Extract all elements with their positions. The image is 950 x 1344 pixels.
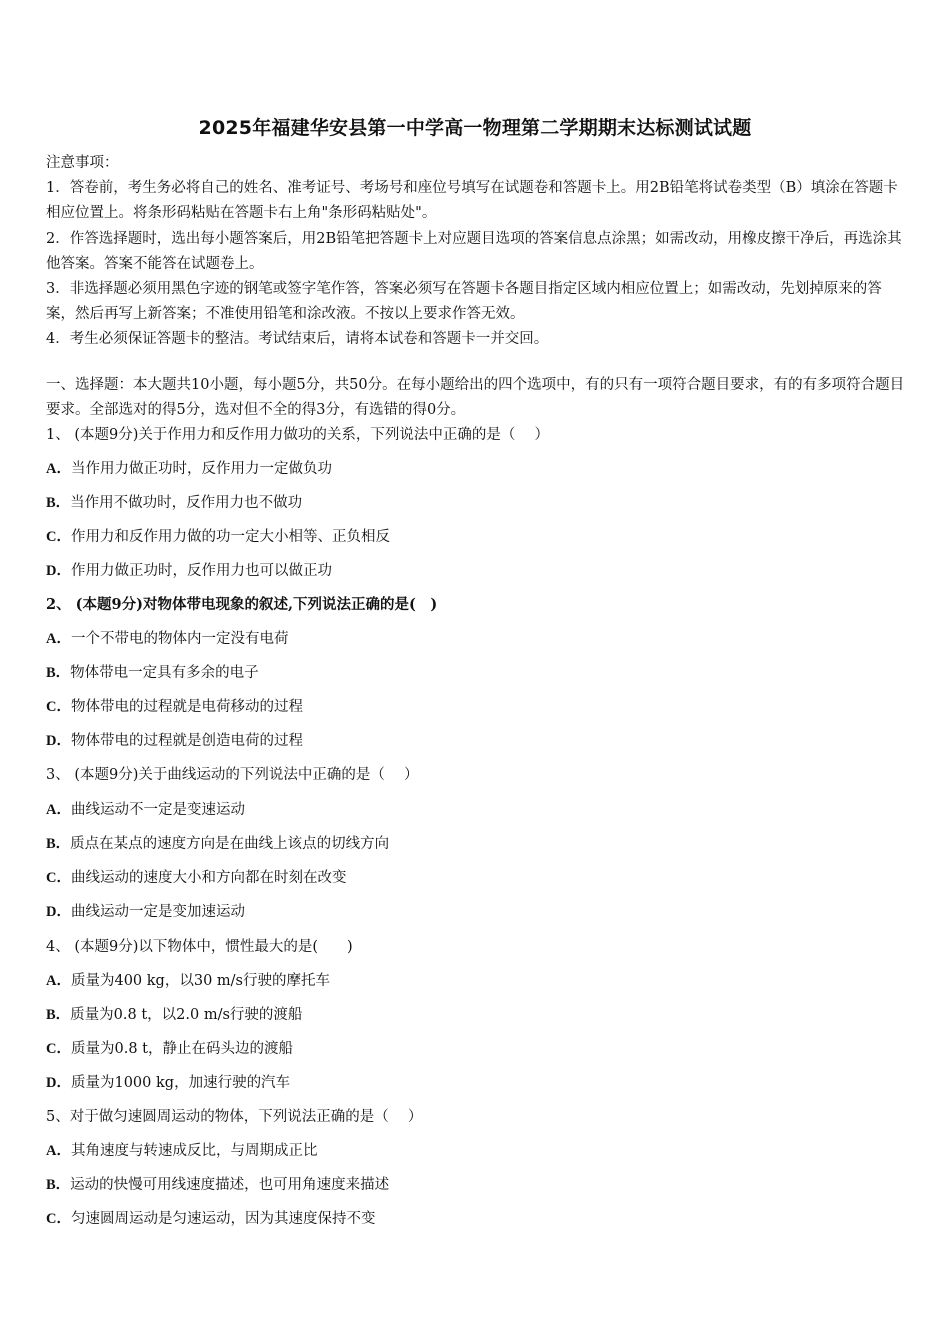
question-4-stem: 4、 (本题9分)以下物体中，惯性最大的是( ) bbox=[46, 939, 353, 955]
option-text: 当作用不做功时，反作用力也不做功 bbox=[70, 495, 303, 511]
option-text: 物体带电的过程就是创造电荷的过程 bbox=[70, 733, 303, 749]
question-4-option-c bbox=[46, 1039, 908, 1059]
option-letter: D． bbox=[46, 563, 71, 579]
question-1-option-a bbox=[46, 459, 908, 479]
option-text: 一个不带电的物体内一定没有电荷 bbox=[70, 631, 289, 647]
question-3-option-a bbox=[46, 800, 908, 820]
option-text: 物体带电的过程就是电荷移动的过程 bbox=[70, 699, 303, 715]
question-4-option-a bbox=[46, 971, 908, 991]
option-letter: B． bbox=[46, 836, 71, 852]
notice-item-2: 2．作答选择题时，选出每小题答案后，用2B铅笔把答题卡上对应题目选项的答案信息点涂黑；如需改动，用橡皮擦干净后，再选涂其他答案。答案不能答在试题卷上。 bbox=[46, 230, 902, 272]
option-text: 曲线运动不一定是变速运动 bbox=[70, 802, 245, 818]
question-1-stem: 1、 (本题9分)关于作用力和反作用力做功的关系，下列说法中正确的是（ ） bbox=[46, 427, 549, 443]
option-letter: C． bbox=[46, 1041, 71, 1057]
question-3-option-b bbox=[46, 834, 908, 854]
option-letter: D． bbox=[46, 733, 71, 749]
option-text: 运动的快慢可用线速度描述，也可用角速度来描述 bbox=[70, 1177, 390, 1193]
notice-item-3: 3．非选择题必须用黑色字迹的钢笔或签字笔作答，答案必须写在答题卡各题目指定区域内相应位置上；如需改动，先划掉原来的答案，然后再写上新答案；不准使用铅笔和涂改液。不按以上要求作答无效。 bbox=[46, 281, 882, 323]
notice-item-1: 1．答卷前，考生务必将自己的姓名、准考证号、考场号和座位号填写在试题卷和答题卡上。用2B铅笔将试卷类型（B）填涂在答题卡相应位置上。将条形码粘贴在答题卡右上角"条形码粘贴处"。 bbox=[46, 180, 898, 222]
option-letter: C． bbox=[46, 870, 71, 886]
question-2-option-b bbox=[46, 663, 908, 683]
question-2-option-d bbox=[46, 731, 908, 751]
question-5-stem: 5、对于做匀速圆周运动的物体，下列说法正确的是（ ） bbox=[46, 1109, 423, 1125]
question-2-option-a bbox=[46, 629, 908, 649]
option-letter: A． bbox=[46, 973, 71, 989]
option-text: 质量为0.8 t，静止在码头边的渡船 bbox=[70, 1041, 293, 1057]
option-letter: C． bbox=[46, 699, 71, 715]
notice-item-4: 4．考生必须保证答题卡的整洁。考试结束后，请将本试卷和答题卡一并交回。 bbox=[46, 331, 549, 348]
option-text: 曲线运动的速度大小和方向都在时刻在改变 bbox=[70, 870, 347, 886]
question-1-option-c bbox=[46, 527, 908, 547]
section-intro bbox=[46, 373, 908, 423]
question-3-option-d bbox=[46, 902, 908, 922]
option-text: 质点在某点的速度方向是在曲线上该点的切线方向 bbox=[70, 836, 390, 852]
option-letter: B． bbox=[46, 665, 71, 681]
option-text: 作用力做正功时，反作用力也可以做正功 bbox=[70, 563, 332, 579]
option-text: 物体带电一定具有多余的电子 bbox=[70, 665, 259, 681]
question-1-option-d bbox=[46, 561, 908, 581]
question-3-option-c bbox=[46, 868, 908, 888]
option-text: 曲线运动一定是变加速运动 bbox=[70, 904, 245, 920]
option-text: 质量为400 kg，以30 m/s行驶的摩托车 bbox=[70, 973, 330, 989]
option-letter: A． bbox=[46, 631, 71, 647]
option-text: 匀速圆周运动是匀速运动，因为其速度保持不变 bbox=[70, 1211, 376, 1227]
option-letter: A． bbox=[46, 802, 71, 818]
question-2-stem: 2、 (本题9分)对物体带电现象的叙述,下列说法正确的是( ) bbox=[46, 596, 438, 613]
option-letter: C． bbox=[46, 529, 71, 545]
option-letter: C． bbox=[46, 1211, 71, 1227]
option-text: 当作用力做正功时，反作用力一定做负功 bbox=[70, 461, 332, 477]
section-intro-text: 一、选择题：本大题共10小题，每小题5分，共50分。在每小题给出的四个选项中，有的只有一项符合题目要求，有的有多项符合题目要求。全部选对的得5分，选对但不全的得3分，有选错的得0分。 bbox=[46, 377, 905, 419]
option-letter: D． bbox=[46, 1075, 71, 1091]
option-letter: B． bbox=[46, 495, 71, 511]
question-1-option-b bbox=[46, 493, 908, 513]
notice-block bbox=[46, 151, 908, 353]
option-letter: A． bbox=[46, 1143, 71, 1159]
option-letter: B． bbox=[46, 1007, 71, 1023]
question-4-option-b bbox=[46, 1005, 908, 1025]
option-letter: B． bbox=[46, 1177, 71, 1193]
question-5-option-a bbox=[46, 1141, 908, 1161]
option-text: 质量为1000 kg，加速行驶的汽车 bbox=[70, 1075, 291, 1091]
question-3-stem: 3、 (本题9分)关于曲线运动的下列说法中正确的是（ ） bbox=[46, 767, 419, 783]
question-2-option-c bbox=[46, 697, 908, 717]
question-4-option-d bbox=[46, 1073, 908, 1093]
notice-heading: 注意事项： bbox=[46, 155, 119, 171]
page-title: 2025年福建华安县第一中学高一物理第二学期期末达标测试试题 bbox=[198, 117, 752, 139]
question-5-option-b bbox=[46, 1175, 908, 1195]
option-text: 质量为0.8 t，以2.0 m/s行驶的渡船 bbox=[70, 1007, 303, 1023]
option-text: 其角速度与转速成反比，与周期成正比 bbox=[70, 1143, 318, 1159]
question-5-option-c bbox=[46, 1209, 908, 1229]
option-letter: A． bbox=[46, 461, 71, 477]
option-text: 作用力和反作用力做的功一定大小相等、正负相反 bbox=[70, 529, 390, 545]
option-letter: D． bbox=[46, 904, 71, 920]
